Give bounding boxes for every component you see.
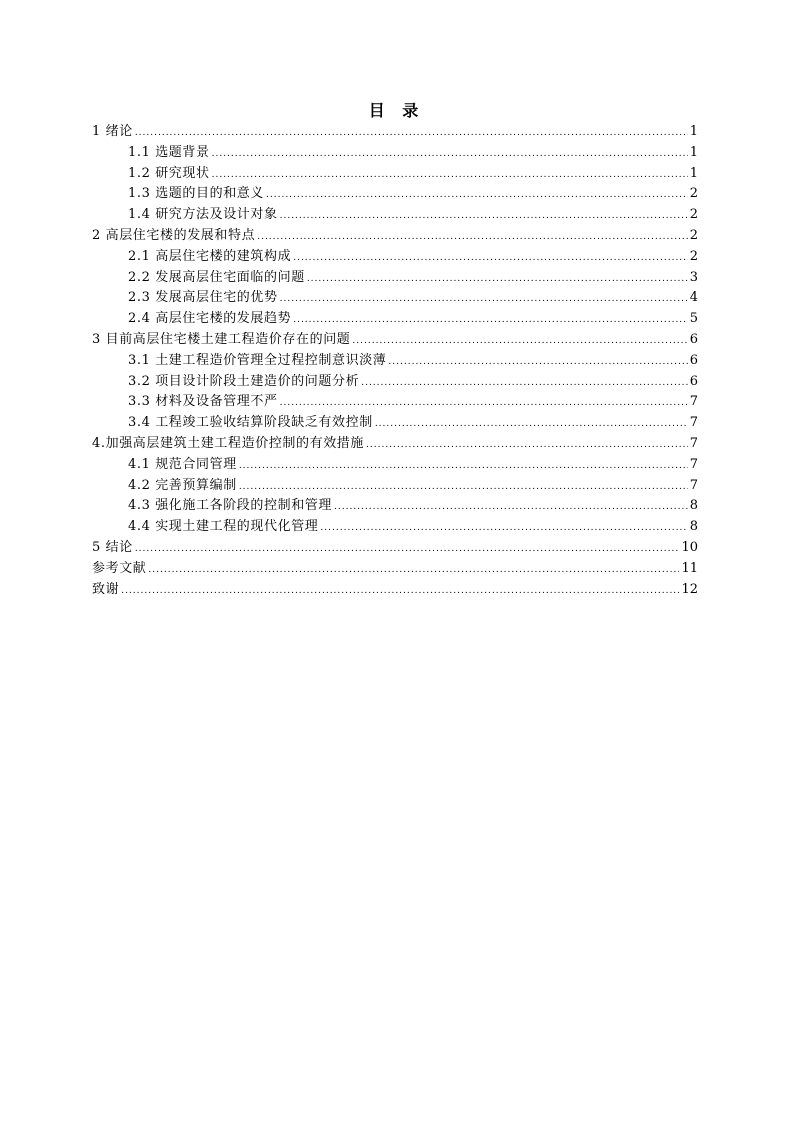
toc-entry-label: 2.3 发展高层住宅的优势 xyxy=(128,290,278,306)
toc-entry-label: 4.3 强化施工各阶段的控制和管理 xyxy=(128,498,333,514)
toc-dot-leader xyxy=(307,269,688,290)
toc-dot-leader xyxy=(366,435,688,456)
toc-entry-label: 1.2 研究现状 xyxy=(128,165,210,181)
toc-dot-leader xyxy=(212,165,688,186)
toc-entry-page-number: 11 xyxy=(681,560,698,576)
toc-entry[interactable] xyxy=(92,122,698,143)
toc-entry[interactable] xyxy=(92,496,698,517)
toc-entry-page-number: 12 xyxy=(681,581,698,597)
toc-dot-leader xyxy=(239,477,688,498)
toc-entry-page-number: 7 xyxy=(689,456,698,472)
toc-entry-label: 1.3 选题的目的和意义 xyxy=(128,186,265,202)
toc-entry[interactable] xyxy=(92,476,698,497)
toc-entry[interactable] xyxy=(92,580,698,601)
toc-entry[interactable] xyxy=(92,434,698,455)
toc-dot-leader xyxy=(280,289,688,310)
toc-entry-label: 1.4 研究方法及设计对象 xyxy=(128,207,278,223)
toc-entry[interactable] xyxy=(92,226,698,247)
toc-entry-page-number: 6 xyxy=(689,373,698,389)
toc-entry-page-number: 6 xyxy=(689,352,698,368)
toc-dot-leader xyxy=(266,185,688,206)
toc-dot-leader xyxy=(135,539,680,560)
toc-entry-label: 3 目前高层住宅楼土建工程造价存在的问题 xyxy=(92,331,351,347)
toc-entry-page-number: 4 xyxy=(689,290,698,306)
toc-entry-label: 4.2 完善预算编制 xyxy=(128,477,237,493)
toc-entry-page-number: 10 xyxy=(681,539,698,555)
toc-dot-leader xyxy=(334,497,688,518)
toc-dot-leader xyxy=(293,248,688,269)
toc-entry[interactable] xyxy=(92,559,698,580)
toc-entry-page-number: 2 xyxy=(689,248,698,264)
toc-entry-label: 3.1 土建工程造价管理全过程控制意识淡薄 xyxy=(128,352,387,368)
toc-entry-label: 4.加强高层建筑土建工程造价控制的有效措施 xyxy=(92,435,365,451)
toc-entry-page-number: 1 xyxy=(689,165,698,181)
toc-entry-label: 3.3 材料及设备管理不严 xyxy=(128,394,278,410)
toc-dot-leader xyxy=(135,123,688,144)
toc-entry-label: 3.2 项目设计阶段土建造价的问题分析 xyxy=(128,373,360,389)
toc-entry-label: 3.4 工程竣工验收结算阶段缺乏有效控制 xyxy=(128,415,373,431)
toc-dot-leader xyxy=(257,227,688,248)
toc-dot-leader xyxy=(239,456,688,477)
toc-entry-page-number: 7 xyxy=(689,394,698,410)
toc-entry[interactable] xyxy=(92,392,698,413)
toc-entry-page-number: 1 xyxy=(689,144,698,160)
toc-dot-leader xyxy=(280,206,688,227)
table-of-contents xyxy=(92,122,698,600)
toc-entry-page-number: 2 xyxy=(689,186,698,202)
toc-entry[interactable] xyxy=(92,143,698,164)
toc-entry-label: 4.1 规范合同管理 xyxy=(128,456,237,472)
toc-entry[interactable] xyxy=(92,413,698,434)
toc-entry-page-number: 7 xyxy=(689,435,698,451)
toc-dot-leader xyxy=(388,352,687,373)
toc-entry-label: 5 结论 xyxy=(92,539,133,555)
toc-dot-leader xyxy=(280,393,688,414)
toc-entry-label: 1.1 选题背景 xyxy=(128,144,210,160)
toc-entry-label: 2.2 发展高层住宅面临的问题 xyxy=(128,269,305,285)
toc-entry-page-number: 1 xyxy=(689,124,698,139)
toc-entry[interactable] xyxy=(92,351,698,372)
toc-entry-label: 4.4 实现土建工程的现代化管理 xyxy=(128,519,319,535)
toc-entry-page-number: 8 xyxy=(689,519,698,535)
toc-entry[interactable] xyxy=(92,517,698,538)
toc-dot-leader xyxy=(148,560,679,581)
toc-entry[interactable] xyxy=(92,309,698,330)
toc-entry[interactable] xyxy=(92,184,698,205)
toc-dot-leader xyxy=(352,331,687,352)
toc-title: 目 录 xyxy=(368,101,425,120)
toc-dot-leader xyxy=(320,518,687,539)
toc-entry-page-number: 7 xyxy=(689,477,698,493)
toc-entry[interactable] xyxy=(92,288,698,309)
toc-entry[interactable] xyxy=(92,455,698,476)
toc-entry[interactable] xyxy=(92,538,698,559)
toc-entry-label: 1 绪论 xyxy=(92,124,133,139)
toc-entry-page-number: 5 xyxy=(689,311,698,327)
toc-entry-page-number: 3 xyxy=(689,269,698,285)
toc-entry-label: 2.4 高层住宅楼的发展趋势 xyxy=(128,311,292,327)
toc-entry-page-number: 7 xyxy=(689,415,698,431)
toc-dot-leader xyxy=(361,373,688,394)
toc-dot-leader xyxy=(375,414,688,435)
toc-entry[interactable] xyxy=(92,205,698,226)
toc-entry-page-number: 6 xyxy=(689,331,698,347)
toc-entry[interactable] xyxy=(92,164,698,185)
toc-entry-page-number: 2 xyxy=(689,227,698,243)
toc-dot-leader xyxy=(212,144,688,165)
toc-entry-label: 2 高层住宅楼的发展和特点 xyxy=(92,227,256,243)
toc-dot-leader xyxy=(121,581,679,602)
toc-entry-page-number: 2 xyxy=(689,207,698,223)
toc-entry-page-number: 8 xyxy=(689,498,698,514)
toc-entry-label: 致谢 xyxy=(92,581,120,597)
toc-entry-label: 2.1 高层住宅楼的建筑构成 xyxy=(128,248,292,264)
toc-entry[interactable] xyxy=(92,372,698,393)
toc-entry[interactable] xyxy=(92,330,698,351)
toc-dot-leader xyxy=(293,310,688,331)
toc-entry[interactable] xyxy=(92,268,698,289)
toc-entry-label: 参考文献 xyxy=(92,560,147,576)
toc-entry[interactable] xyxy=(92,247,698,268)
